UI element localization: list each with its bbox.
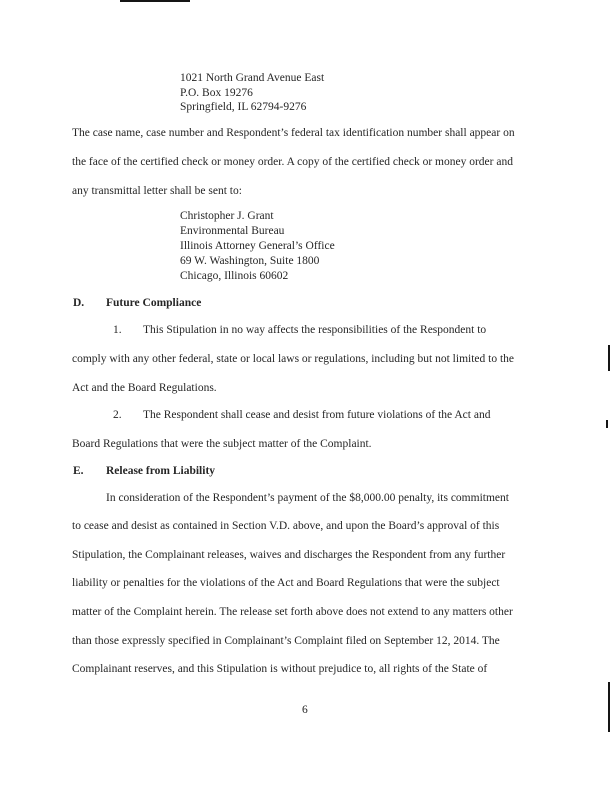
- scan-mark-right-3: [608, 682, 610, 732]
- paragraph-line: any transmittal letter shall be sent to:: [72, 185, 242, 197]
- scan-mark-right-2: [606, 420, 608, 428]
- section-letter: E.: [73, 465, 84, 477]
- paragraph-line: Board Regulations that were the subject matter of the Complaint.: [72, 438, 372, 450]
- paragraph-line: to cease and desist as contained in Section V.D. above, and upon the Board’s approval of this: [72, 520, 500, 532]
- address-line: Chicago, Illinois 60602: [180, 270, 289, 282]
- scan-mark-right-1: [608, 345, 610, 371]
- paragraph-line: The Respondent shall cease and desist from future violations of the Act and: [143, 409, 491, 421]
- section-letter: D.: [73, 297, 85, 309]
- section-title: Future Compliance: [106, 297, 202, 309]
- address-line: Environmental Bureau: [180, 225, 285, 237]
- scan-mark-top: [120, 0, 190, 2]
- address-line: P.O. Box 19276: [180, 87, 253, 99]
- paragraph-line: comply with any other federal, state or local laws or regulations, including but not limited to the: [72, 353, 515, 365]
- item-number: 2.: [113, 409, 122, 421]
- address-line: Christopher J. Grant: [180, 210, 274, 222]
- paragraph-line: liability or penalties for the violations of the Act and Board Regulations that were the subject: [72, 577, 500, 589]
- paragraph-line: matter of the Complaint herein. The release set forth above does not extend to any matters other: [72, 606, 513, 618]
- page-number: 6: [302, 704, 308, 716]
- address-line: 1021 North Grand Avenue East: [180, 72, 325, 84]
- item-number: 1.: [113, 324, 122, 336]
- paragraph-line: This Stipulation in no way affects the responsibilities of the Respondent to: [143, 324, 487, 336]
- paragraph-line: Complainant reserves, and this Stipulation is without prejudice to, all rights of the State of: [72, 663, 488, 675]
- address-line: Illinois Attorney General’s Office: [180, 240, 335, 252]
- paragraph-line: than those expressly specified in Complainant’s Complaint filed on September 12, 2014. The: [72, 635, 500, 647]
- address-line: Springfield, IL 62794-9276: [180, 101, 307, 113]
- section-title: Release from Liability: [106, 465, 216, 477]
- paragraph-line: Stipulation, the Complainant releases, waives and discharges the Respondent from any further: [72, 549, 506, 561]
- paragraph-line: The case name, case number and Respondent’s federal tax identification number shall appear on: [72, 127, 515, 139]
- paragraph-line: Act and the Board Regulations.: [72, 382, 217, 394]
- paragraph-line: In consideration of the Respondent’s payment of the $8,000.00 penalty, its commitment: [106, 492, 509, 504]
- paragraph-line: the face of the certified check or money order. A copy of the certified check or money order and: [72, 156, 513, 168]
- address-line: 69 W. Washington, Suite 1800: [180, 255, 320, 267]
